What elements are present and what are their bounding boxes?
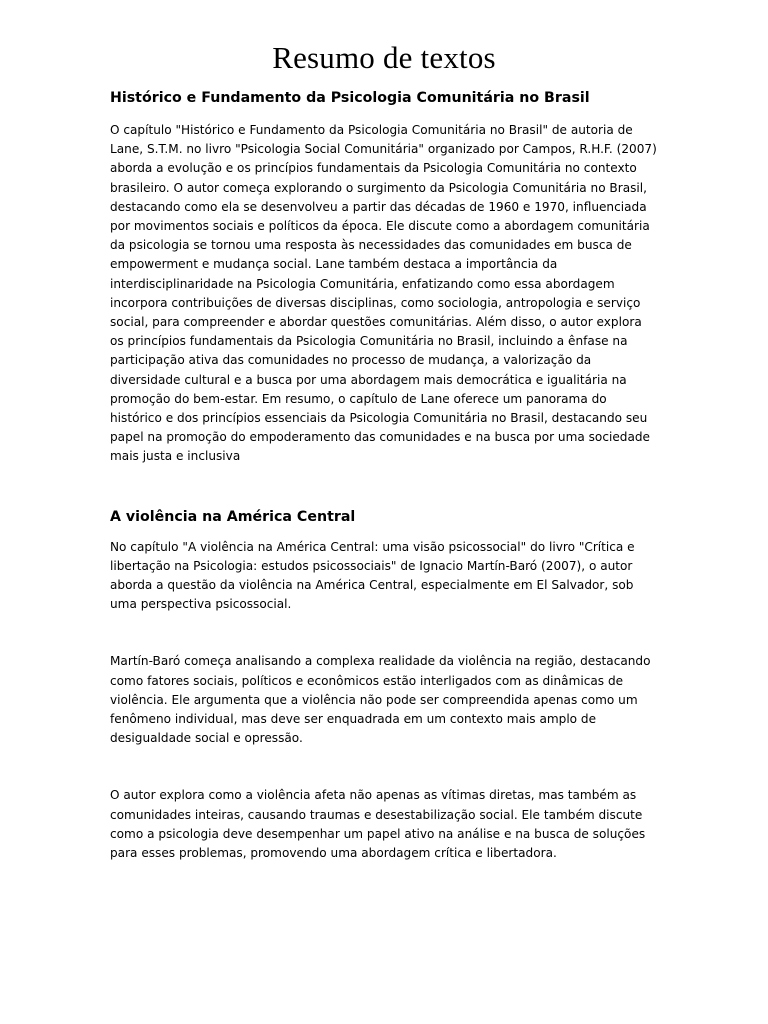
section-psicologia-comunitaria (110, 90, 658, 467)
section-paragraph: Martín-Baró começa analisando a complexa realidade da violência na região, destacando como fatores sociais, políticos e econômicos estão interligados com as dinâmicas de violência. Ele argumenta que a violência não pode ser compreendida apenas como um fenômeno individual, mas deve ser enquadrada em um contexto mais amplo de desigualdade social e opressão. (110, 654, 651, 746)
document-page (110, 40, 658, 863)
section-heading: Histórico e Fundamento da Psicologia Comunitária no Brasil (110, 90, 590, 106)
section-paragraph: O capítulo "Histórico e Fundamento da Psicologia Comunitária no Brasil" de autoria de Lane, S.T.M. no livro "Psicologia Social Comunitária" organizado por Campos, R.H.F. (2007) aborda a evolução e os princípios fundamentais da Psicologia Comunitária no contexto brasileiro. O autor começa explorando o surgimento da Psicologia Comunitária no Brasil, destacando como ela se desenvolveu a partir das décadas de 1960 e 1970, influenciada por movimentos sociais e políticos da época. Ele discute como a abordagem comunitária da psicologia se tornou uma resposta às necessidades das comunidades em busca de empowerment e mudança social. Lane também destaca a importância da interdisciplinaridade na Psicologia Comunitária, enfatizando como essa abordagem incorpora contribuições de diversas disciplinas, como sociologia, antropologia e serviço social, para compreender e abordar questões comunitárias. Além disso, o autor explora os princípios fundamentais da Psicologia Comunitária no Brasil, incluindo a ênfase na participação ativa das comunidades no processo de mudança, a valorização da diversidade cultural e a busca por uma abordagem mais democrática e igualitária na promoção do bem-estar. Em resumo, o capítulo de Lane oferece um panorama do histórico e dos princípios essenciais da Psicologia Comunitária no Brasil, destacando seu papel na promoção do empoderamento das comunidades e na busca por uma sociedade mais justa e inclusiva (110, 123, 657, 464)
section-heading: A violência na América Central (110, 508, 356, 525)
paragraph-spacer (110, 748, 658, 786)
document-title: Resumo de textos (272, 40, 496, 75)
section-paragraph: O autor explora como a violência afeta não apenas as vítimas diretas, mas também as comunidades inteiras, causando traumas e desestabilização social. Ele também discute como a psicologia deve desempenhar um papel ativo na análise e na busca de soluções para esses problemas, promovendo uma abordagem crítica e libertadora. (110, 788, 646, 861)
paragraph-spacer (110, 614, 658, 652)
section-violencia-america-central (110, 509, 658, 864)
section-paragraph: No capítulo "A violência na América Central: uma visão psicossocial" do livro "Crítica e libertação na Psicologia: estudos psicossociais" de Ignacio Martín-Baró (2007), o autor aborda a questão da violência na América Central, especialmente em El Salvador, sob uma perspectiva psicossocial. (110, 539, 635, 612)
